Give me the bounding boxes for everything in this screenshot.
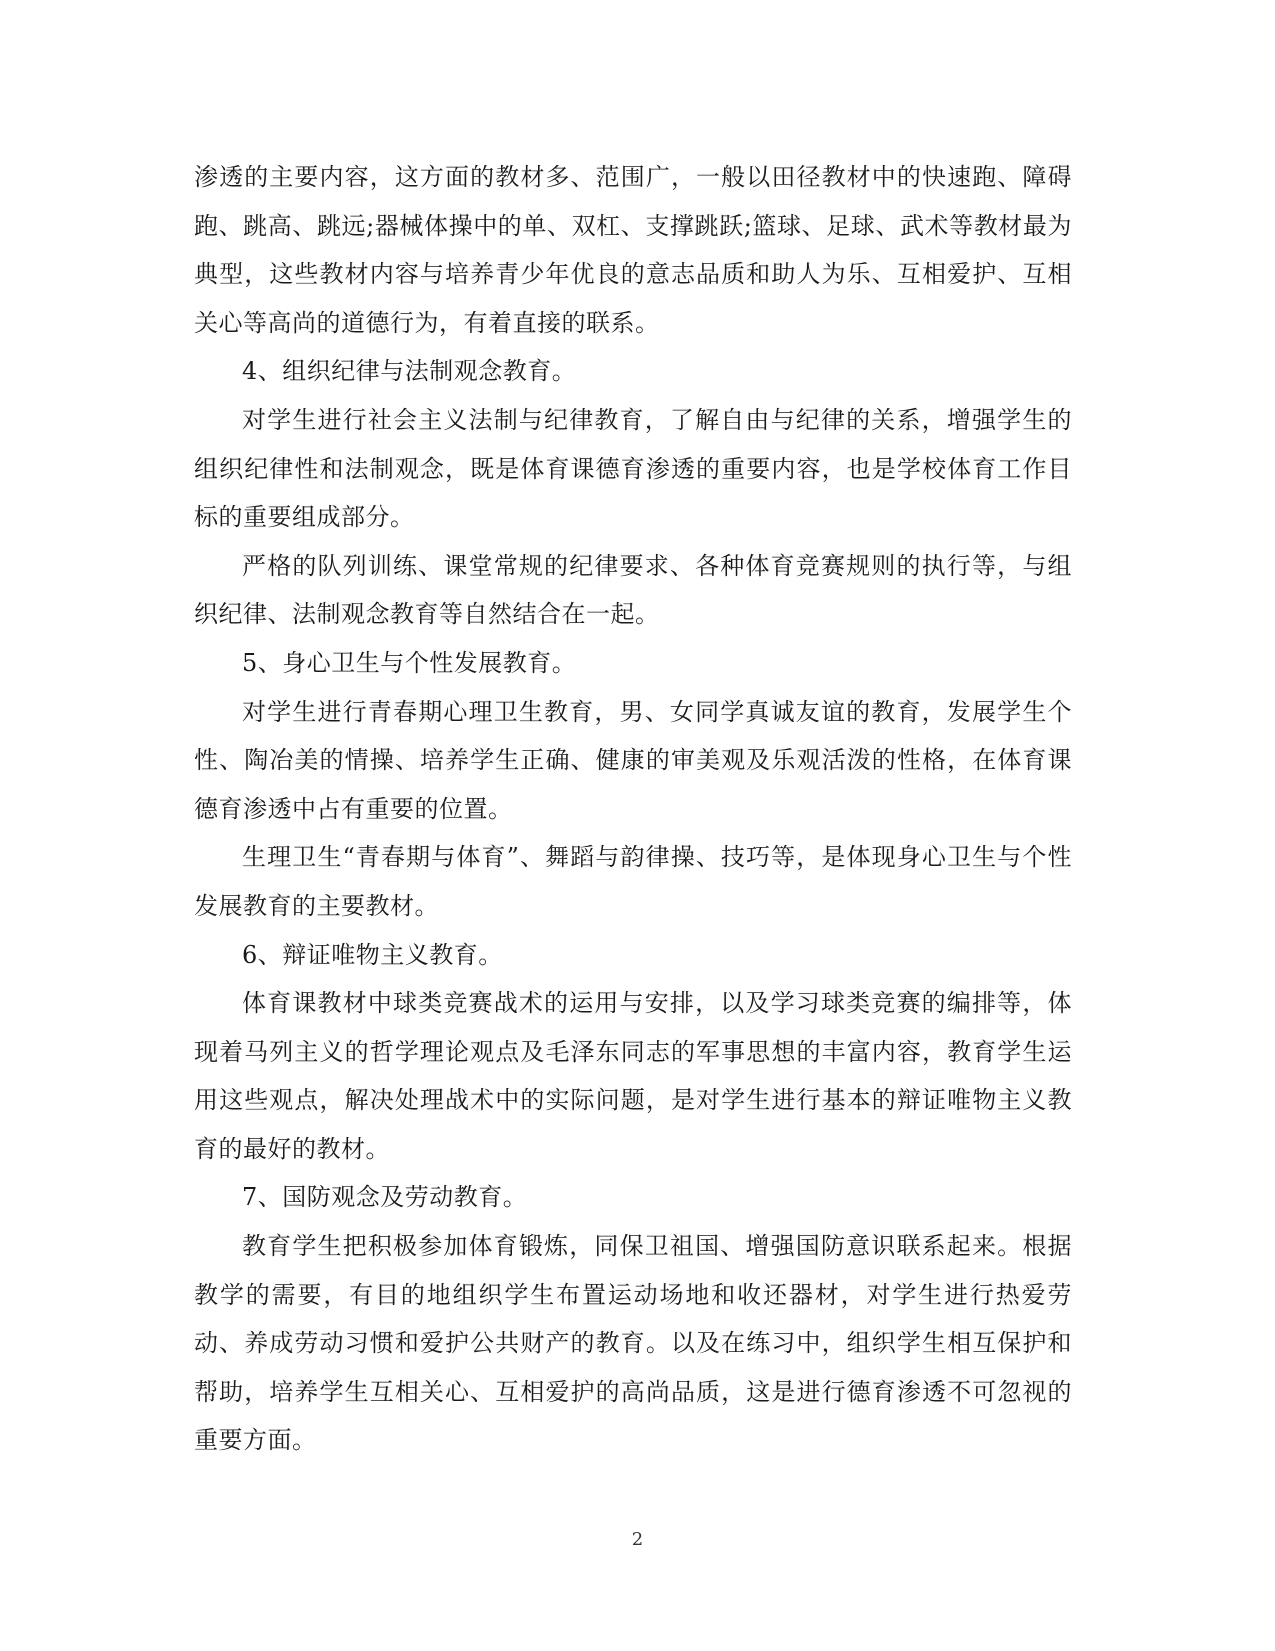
section-heading-7: 7、国防观念及劳动教育。 — [242, 1183, 528, 1212]
paragraph: 对学生进行青春期心理卫生教育，男、女同学真诚友谊的教育，发展学生个性、陶冶美的情操、培养学生正确、健康的审美观及乐观活泼的性格，在体育课德育渗透中占有重要的位置。 — [194, 697, 1072, 823]
section-heading-4: 4、组织纪律与法制观念教育。 — [242, 357, 577, 386]
paragraph: 生理卫生“青春期与体育”、舞蹈与韵律操、技巧等，是体现身心卫生与个性发展教育的主要教材。 — [194, 843, 1072, 920]
paragraph: 严格的队列训练、课堂常规的纪律要求、各种体育竞赛规则的执行等，与组织纪律、法制观念教育等自然结合在一起。 — [194, 551, 1072, 629]
paragraph: 对学生进行社会主义法制与纪律教育，了解自由与纪律的关系，增强学生的组织纪律性和法制观念，既是体育课德育渗透的重要内容，也是学校体育工作目标的重要组成部分。 — [194, 405, 1072, 532]
paragraph: 渗透的主要内容，这方面的教材多、范围广，一般以田径教材中的快速跑、障碍跑、跳高、跳远;器械体操中的单、双杠、支撑跳跃;篮球、足球、武术等教材最为典型，这些教材内容与培养青少年优良的意志品质和助人为乐、互相爱护、互相关心等高尚的道德行为，有着直接的联系。 — [194, 163, 1072, 337]
section-heading-5: 5、身心卫生与个性发展教育。 — [242, 648, 577, 677]
paragraph: 体育课教材中球类竞赛战术的运用与安排，以及学习球类竞赛的编排等，体现着马列主义的哲学理论观点及毛泽东同志的军事思想的丰富内容，教育学生运用这些观点，解决处理战术中的实际问题，是对学生进行基本的辩证唯物主义教育的最好的教材。 — [194, 989, 1072, 1163]
page-number: 2 — [631, 1529, 644, 1550]
document-body — [194, 153, 1072, 1465]
paragraph: 教育学生把积极参加体育锻炼，同保卫祖国、增强国防意识联系起来。根据教学的需要，有目的地组织学生布置运动场地和收还器材，对学生进行热爱劳动、养成劳动习惯和爱护公共财产的教育。以及在练习中，组织学生相互保护和帮助，培养学生互相关心、互相爱护的高尚品质，这是进行德育渗透不可忽视的重要方面。 — [194, 1232, 1072, 1455]
section-heading-6: 6、辩证唯物主义教育。 — [242, 940, 503, 969]
